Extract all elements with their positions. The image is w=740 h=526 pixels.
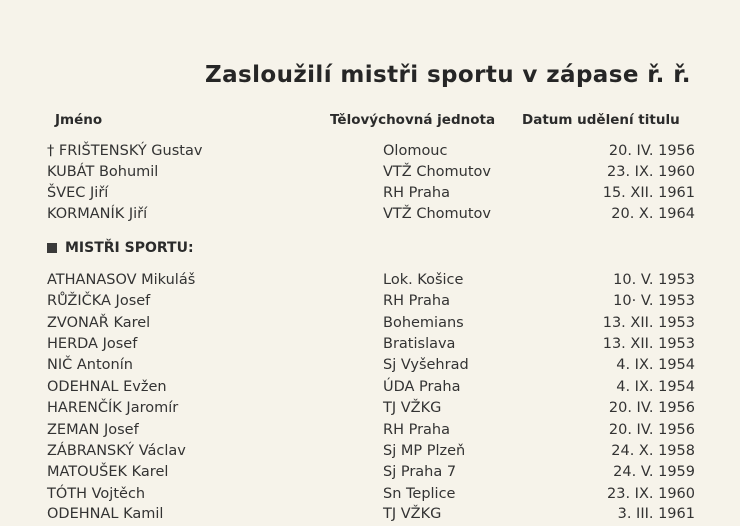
athlete-name: ŠVEC Jiří [47, 185, 109, 201]
athlete-name: ODEHNAL Kamil [47, 506, 164, 522]
table-row [0, 400, 740, 420]
award-date: 10. V. 1953 [613, 272, 695, 288]
club-name: Lok. Košice [383, 272, 464, 288]
club-name: ÚDA Praha [383, 379, 461, 395]
column-header-date: Datum udělení titulu [522, 112, 680, 128]
club-name: Bohemians [383, 315, 464, 331]
club-name: VTŽ Chomutov [383, 206, 491, 222]
table-row [0, 379, 740, 399]
table-row [0, 315, 740, 335]
table-row [0, 443, 740, 463]
athlete-name: TÓTH Vojtěch [47, 486, 146, 502]
table-row [0, 206, 740, 226]
club-name: RH Praha [383, 293, 450, 309]
square-bullet-icon [47, 243, 57, 253]
club-name: Sj MP Plzeň [383, 443, 466, 459]
athlete-name: MATOUŠEK Karel [47, 464, 169, 480]
athlete-name: ATHANASOV Mikuláš [47, 272, 196, 288]
club-name: VTŽ Chomutov [383, 164, 491, 180]
section-label: MISTŘI SPORTU: [65, 240, 194, 256]
award-date: 13. XII. 1953 [602, 315, 695, 331]
athlete-name: RŮŽIČKA Josef [47, 293, 151, 309]
athlete-name: HERDA Josef [47, 336, 138, 352]
column-header-name: Jméno [55, 112, 103, 128]
table-row [0, 143, 740, 163]
club-name: Bratislava [383, 336, 456, 352]
award-date: 20. IV. 1956 [608, 400, 695, 416]
table-row [0, 357, 740, 377]
award-date: 23. IX. 1960 [607, 486, 695, 502]
athlete-name: † FRIŠTENSKÝ Gustav [47, 143, 203, 159]
award-date: 15. XII. 1961 [602, 185, 695, 201]
club-name: Sn Teplice [383, 486, 456, 502]
award-date: 3. III. 1961 [617, 506, 695, 522]
club-name: Olomouc [383, 143, 448, 159]
athlete-name: NIČ Antonín [47, 357, 133, 373]
athlete-name: KUBÁT Bohumil [47, 164, 159, 180]
club-name: Sj Praha 7 [383, 464, 457, 480]
award-date: 13. XII. 1953 [602, 336, 695, 352]
club-name: TJ VŽKG [383, 506, 442, 522]
table-row [0, 185, 740, 205]
table-row [0, 164, 740, 184]
club-name: RH Praha [383, 422, 450, 438]
table-row [0, 336, 740, 356]
award-date: 24. X. 1958 [611, 443, 695, 459]
page-title: Zasloužilí mistři sportu v zápase ř. ř. [205, 62, 691, 88]
award-date: 10· V. 1953 [613, 293, 695, 309]
table-row [0, 422, 740, 442]
club-name: RH Praha [383, 185, 450, 201]
award-date: 20. X. 1964 [611, 206, 695, 222]
column-header-club: Tělovýchovná jednota [330, 112, 496, 128]
award-date: 20. IV. 1956 [608, 422, 695, 438]
athlete-name: ZVONAŘ Karel [47, 315, 151, 331]
award-date: 23. IX. 1960 [607, 164, 695, 180]
athlete-name: ZÁBRANSKÝ Václav [47, 443, 186, 459]
table-row [0, 464, 740, 484]
section-heading [47, 240, 194, 256]
table-row [0, 486, 740, 506]
table-row [0, 272, 740, 292]
award-date: 4. IX. 1954 [616, 379, 695, 395]
athlete-name: KORMANÍK Jiří [47, 206, 148, 222]
club-name: TJ VŽKG [383, 400, 442, 416]
athlete-name: ZEMAN Josef [47, 422, 139, 438]
award-date: 4. IX. 1954 [616, 357, 695, 373]
table-row [0, 293, 740, 313]
athlete-name: ODEHNAL Evžen [47, 379, 167, 395]
award-date: 20. IV. 1956 [608, 143, 695, 159]
award-date: 24. V. 1959 [613, 464, 695, 480]
athlete-name: HARENČÍK Jaromír [47, 400, 179, 416]
table-row [0, 506, 740, 526]
club-name: Sj Vyšehrad [383, 357, 469, 373]
